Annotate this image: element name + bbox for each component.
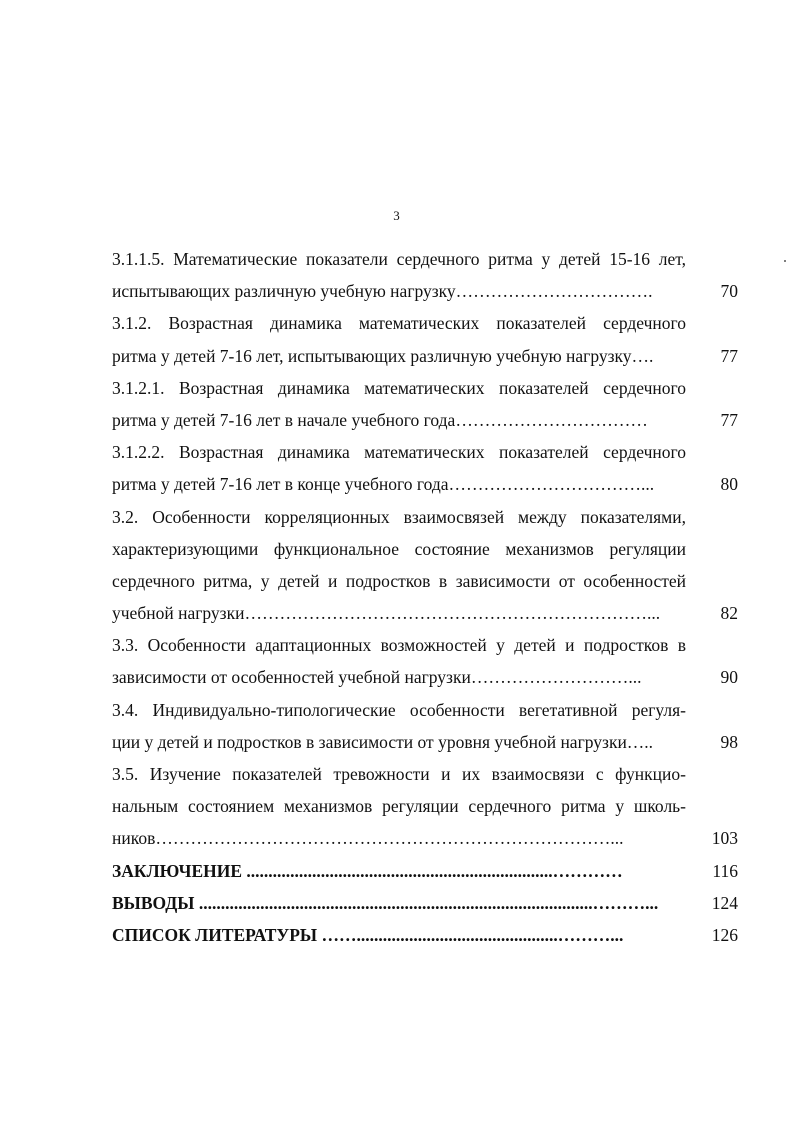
toc-entry-text: 3.1.2.2. Возрастная динамика математических показателей сердечного	[112, 442, 686, 463]
toc-entry-3-4	[112, 694, 738, 758]
toc-entry-conclusion	[112, 855, 738, 887]
toc-page-number: 82	[720, 603, 738, 624]
toc-entry-text: 3.1.2. Возрастная динамика математических показателей сердечного	[112, 313, 686, 334]
page-number: 3	[393, 208, 400, 223]
toc-entry-text: ников……………………………………………………………………...	[112, 828, 624, 849]
table-of-contents	[112, 243, 738, 951]
scan-speck	[784, 260, 786, 262]
toc-page-number: 103	[711, 828, 738, 849]
toc-page-number: 124	[711, 892, 738, 913]
toc-entry-3-1-2-1	[112, 372, 738, 436]
toc-entry-findings	[112, 887, 738, 919]
toc-page-number: 77	[720, 409, 738, 430]
toc-entry-references	[112, 919, 738, 951]
toc-entry-3-5	[112, 758, 738, 855]
toc-entry-text: 3.5. Изучение показателей тревожности и их взаимосвязи с функцио-	[112, 764, 686, 784]
toc-page-number: 77	[720, 345, 738, 366]
toc-entry-3-1-1-5	[112, 243, 738, 307]
toc-entry-text: СПИСОК ЛИТЕРАТУРЫ ……..............................................………...	[112, 924, 624, 945]
toc-page-number: 70	[720, 281, 738, 302]
toc-entry-3-3	[112, 629, 738, 693]
toc-entry-text: 3.2. Особенности корреляционных взаимосвязей между показателями,	[112, 506, 686, 527]
toc-entry-text: ЗАКЛЮЧЕНИЕ ......................................................................…………	[112, 860, 623, 881]
toc-entry-text: 3.1.2.1. Возрастная динамика математических показателей сердечного	[112, 377, 686, 398]
toc-page-number: 98	[720, 731, 738, 752]
toc-entry-3-2	[112, 501, 738, 630]
toc-entry-text: ритма у детей 7-16 лет в начале учебного года……………………………	[112, 409, 648, 430]
toc-entry-text: 3.3. Особенности адаптационных возможностей у детей и подростков в	[112, 635, 686, 656]
toc-entry-text: зависимости от особенностей учебной нагрузки………………………...	[112, 667, 642, 688]
toc-page-number: 80	[720, 474, 738, 495]
toc-entry-text: 3.1.1.5. Математические показатели сердечного ритма у детей 15-16 лет,	[112, 249, 686, 269]
toc-entry-text: учебной нагрузки……………………………………………………………...	[112, 603, 661, 624]
toc-entry-text: характеризующими функциональное состояние механизмов регуляции	[112, 538, 686, 559]
toc-entry-text: нальным состоянием механизмов регуляции сердечного ритма у школь-	[112, 796, 686, 817]
toc-page-number: 116	[712, 860, 738, 881]
toc-entry-text: сердечного ритма, у детей и подростков в зависимости от особенностей	[112, 570, 686, 591]
toc-entry-text: ритма у детей 7-16 лет в конце учебного года……………………………...	[112, 474, 655, 495]
toc-entry-text: ВЫВОДЫ ..........................................................................................………...	[112, 892, 659, 913]
toc-entry-text: ритма у детей 7-16 лет, испытывающих различную учебную нагрузку….	[112, 345, 654, 366]
toc-entry-3-1-2	[112, 307, 738, 371]
toc-page-number: 126	[711, 924, 738, 945]
toc-entry-text: 3.4. Индивидуально-типологические особенности вегетативной регуля-	[112, 699, 686, 720]
toc-entry-text: ции у детей и подростков в зависимости от уровня учебной нагрузки…..	[112, 731, 654, 752]
toc-entry-text: испытывающих различную учебную нагрузку…………………………….	[112, 281, 653, 302]
toc-page-number: 90	[720, 667, 738, 688]
toc-entry-3-1-2-2	[112, 436, 738, 500]
